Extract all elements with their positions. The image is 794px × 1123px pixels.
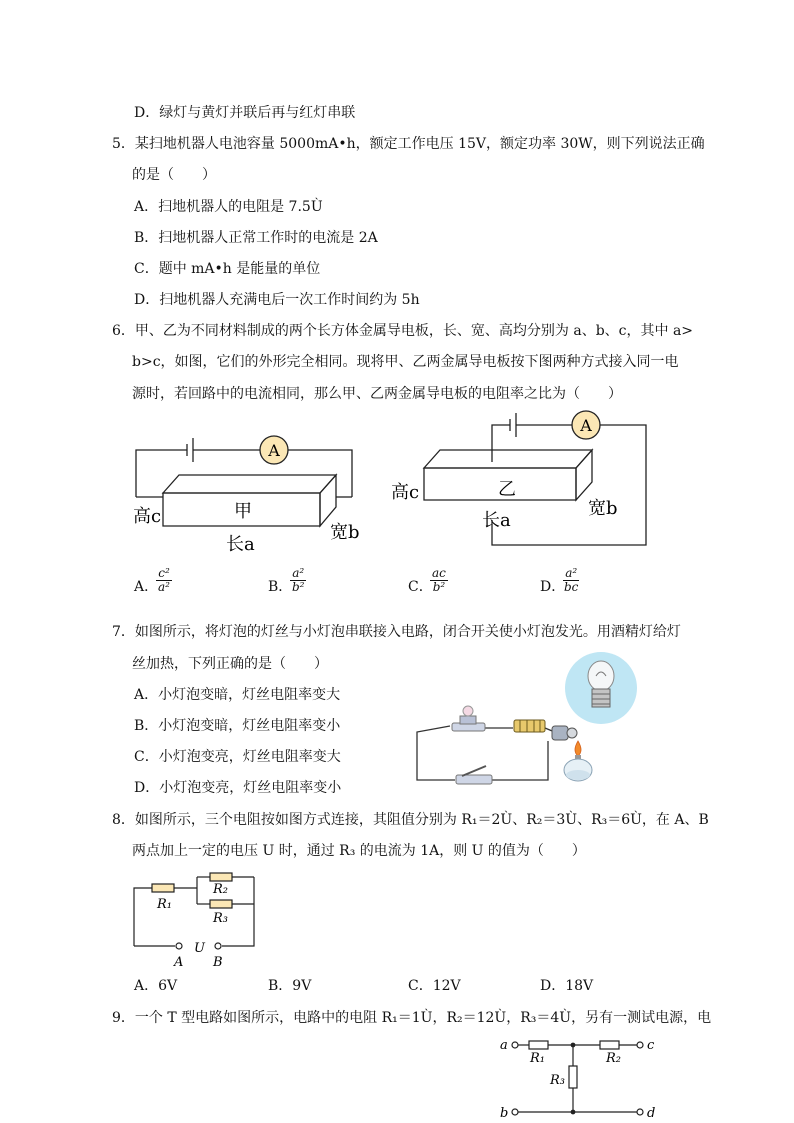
q5-option-a: A．扫地机器人的电阻是 7.5Ù	[134, 199, 323, 215]
plate-name-jia: 甲	[234, 501, 252, 522]
q5-option-b: B．扫地机器人正常工作时的电流是 2A	[134, 230, 378, 246]
dim-width-jia: 宽b	[330, 522, 360, 543]
ammeter-label-yi: A	[580, 416, 592, 435]
q8-option-a: A．6V	[134, 978, 178, 994]
q6-option-a-letter: A．	[134, 579, 159, 595]
q7-option-a: A．小灯泡变暗，灯丝电阻率变大	[134, 687, 341, 703]
label-b: B	[213, 955, 223, 970]
q5-stem-line1: 5．某扫地机器人电池容量 5000mA•h，额定工作电压 15V，额定功率 30W，则下列说法正确	[112, 136, 705, 152]
dim-height-yi: 高c	[391, 482, 420, 503]
label-u: U	[194, 941, 205, 956]
plate-name-yi: 乙	[498, 479, 516, 500]
dim-height-jia: 高c	[133, 506, 162, 527]
label-d-t: d	[647, 1106, 656, 1121]
q6-option-c-fraction: $\frac{ac}{\text{b²}}$	[432, 566, 446, 594]
q6-stem-line1: 6．甲、乙为不同材料制成的两个长方体金属导电板，长、宽、高均分别为 a、b、c，其中 a>	[112, 323, 694, 339]
q7-stem-line2: 丝加热，下列正确的是（ ）	[132, 656, 328, 672]
q9-stem-line1: 9．一个 T 型电路如图所示，电路中的电阻 R₁＝1Ù，R₂＝12Ù，R₃＝4Ù，另有一测试电源，电	[112, 1010, 712, 1026]
r1-resistor-t	[529, 1041, 548, 1049]
dim-length-jia: 长a	[226, 534, 255, 555]
r3-resistor-t	[569, 1066, 577, 1088]
terminal-b-t	[512, 1109, 518, 1115]
q7-option-b: B．小灯泡变暗，灯丝电阻率变小	[134, 718, 341, 734]
label-c-t: c	[647, 1038, 655, 1053]
q7-option-d: D．小灯泡变亮，灯丝电阻率变小	[134, 780, 342, 796]
label-r2-t: R₂	[606, 1051, 621, 1066]
q8-option-c: C．12V	[408, 978, 461, 994]
q6-stem-line2: b>c，如图，它们的外形完全相同。现将甲、乙两金属导电板按下图两种方式接入同一电	[132, 354, 679, 370]
q8-option-d: D．18V	[540, 978, 594, 994]
q6-option-a-fraction: $\frac{\text{c²}}{\text{a²}}$	[158, 566, 170, 594]
label-a-t: a	[500, 1038, 508, 1053]
r2-resistor-t	[600, 1041, 619, 1049]
label-r3-t: R₃	[550, 1073, 565, 1088]
q7-stem-line1: 7．如图所示，将灯泡的灯丝与小灯泡串联接入电路，闭合开关使小灯泡发光。用酒精灯给灯	[112, 624, 681, 640]
q5-option-c: C．题中 mA•h 是能量的单位	[134, 261, 321, 277]
terminal-a-t	[512, 1042, 518, 1048]
q4-option-d: D．绿灯与黄灯并联后再与红灯串联	[134, 105, 356, 121]
q6-option-b-fraction: $\frac{\text{a²}}{\text{b²}}$	[292, 566, 305, 594]
q6-stem-line3: 源时，若回路中的电流相同，那么甲、乙两金属导电板的电阻率之比为（ ）	[132, 386, 622, 402]
dim-width-yi: 宽b	[588, 498, 618, 519]
q5-stem-line2: 的是（ ）	[132, 167, 216, 183]
q8-option-b: B．9V	[268, 978, 312, 994]
q6-option-d-fraction: $\frac{\text{a²}}{bc}$	[564, 566, 579, 594]
q6-option-c-letter: C．	[408, 579, 433, 595]
ammeter-label-jia: A	[268, 441, 280, 460]
label-a: A	[174, 955, 184, 970]
q8-stem-line1: 8．如图所示，三个电阻按如图方式连接，其阻值分别为 R₁＝2Ù、R₂＝3Ù、R₃＝6Ù，在 A、B	[112, 812, 709, 828]
terminal-c-t	[637, 1042, 643, 1048]
label-r3: R₃	[213, 911, 228, 926]
label-b-t: b	[500, 1106, 509, 1121]
label-r2: R₂	[213, 882, 228, 897]
label-r1-t: R₁	[530, 1051, 545, 1066]
q8-stem-line2: 两点加上一定的电压 U 时，通过 R₃ 的电流为 1A，则 U 的值为（ ）	[132, 843, 586, 859]
q6-option-b-letter: B．	[268, 579, 293, 595]
q7-option-c: C．小灯泡变亮，灯丝电阻率变大	[134, 749, 341, 765]
q6-option-d-letter: D．	[540, 579, 566, 595]
q5-option-d: D．扫地机器人充满电后一次工作时间约为 5h	[134, 292, 420, 308]
dim-length-yi: 长a	[482, 510, 511, 531]
terminal-d-t	[637, 1109, 643, 1115]
label-r1: R₁	[157, 897, 172, 912]
